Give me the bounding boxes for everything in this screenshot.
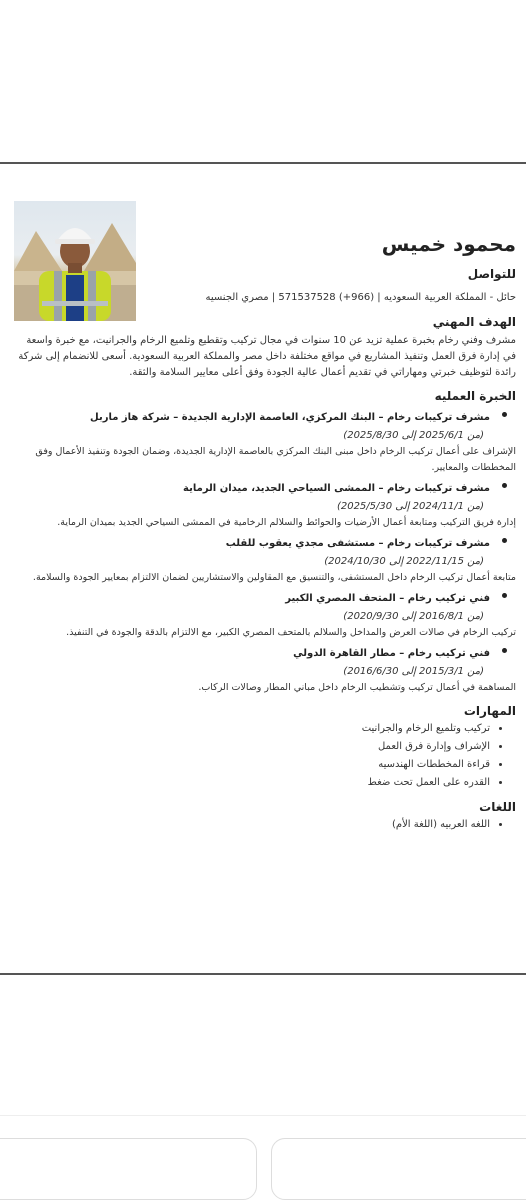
job-title: • مشرف تركيبات رخام – الممشى السياحي الجديد، ميدان الرماية [183,483,490,494]
job-description: إدارة فريق التركيب ومتابعة أعمال الأرضيات والحوائط والسلالم الرخامية في الممشى السياحي الجديد بميدان الرماية. [57,517,516,528]
job-title: • مشرف تركيبات رخام – البنك المركزي، العاصمة الإدارية الجديدة – شركة هاز ماربل [90,412,490,423]
job-title: • فني تركيب رخام – المتحف المصري الكبير [285,593,490,604]
experience-item [12,405,516,476]
skill-item: • تركيب وتلميع الرخام والجرانيت [12,720,490,738]
experience-heading: الخبرة العمليه [434,389,516,403]
job-date: (من 2022/11/15 إلى 2024/10/30) [324,556,484,567]
experience-list [12,405,516,696]
job-description: الإشراف على أعمال تركيب الرخام داخل مبنى البنك المركزي بالعاصمة الإدارية الجديدة، وضمان الجودة وتنفيذ الأعمال وفق المخططات والمعايير. [35,446,516,473]
bottom-card-left[interactable] [0,1138,257,1200]
person-name: محمود خميس [381,232,516,256]
skill-item: • القدره على العمل تحت ضغط [12,774,490,792]
job-title: • مشرف تركيبات رخام – مستشفى مجدي يعقوب للقلب [225,538,490,549]
objective-text: مشرف وفني رخام بخبرة عملية تزيد عن 10 سنوات في مجال تركيب وتقطيع وتلميع الرخام والجرانيت، مع خبرة واسعة في إدارة فرق العمل وتنفيذ المشاريع في مواقع مختلفة داخل مصر والمملكة العربية السعودية. أسعى للانضمام إلى شركة رائدة لتوظيف خبرتي ومهاراتي في تقديم أعمال عالية الجودة وفق أعلى معايير السلامة والثقة. [18,335,516,378]
job-description: المساهمة في أعمال تركيب وتشطيب الرخام داخل مباني المطار وصالات الركاب. [198,682,516,693]
job-date: (من 2015/3/1 إلى 2016/6/30) [343,666,484,677]
bottom-card-right[interactable] [271,1138,526,1200]
cv-content [12,230,516,834]
job-description: تركيب الرخام في صالات العرض والمداخل والسلالم بالمتحف المصري الكبير، مع الالتزام بالدقة والجودة في التنفيذ. [66,627,516,638]
experience-item [12,476,516,531]
bottom-divider [0,973,526,975]
languages-list [12,816,516,834]
objective-heading: الهدف المهني [432,315,516,329]
top-divider [0,162,526,164]
contact-details: حائل - المملكة العربية السعوديه | (966+) 571537528 | مصري الجنسيه [205,292,516,303]
footer-divider [0,1115,526,1116]
job-date: (من 2024/11/1 إلى 2025/5/30) [336,501,484,512]
job-description: متابعة أعمال تركيب الرخام داخل المستشفى، والتنسيق مع المقاولين والاستشاريين لضمان الالتزام بمعايير الجودة والسلامة. [32,572,516,583]
experience-item [12,586,516,641]
language-item: • اللغه العربيه (اللغة الأم) [12,816,490,834]
skill-item: • الإشراف وإدارة فرق العمل [12,738,490,756]
skills-list [12,720,516,792]
job-title: • فني تركيب رخام – مطار القاهرة الدولي [293,648,490,659]
experience-item [12,641,516,696]
skill-item: • قراءة المخططات الهندسيه [12,756,490,774]
skills-heading: المهارات [463,704,516,718]
experience-item [12,531,516,586]
job-date: (من 2016/8/1 إلى 2020/9/30) [343,611,484,622]
languages-heading: اللغات [479,800,516,814]
job-date: (من 2025/6/1 إلى 2025/8/30) [343,430,484,441]
contact-heading: للتواصل [467,267,516,281]
